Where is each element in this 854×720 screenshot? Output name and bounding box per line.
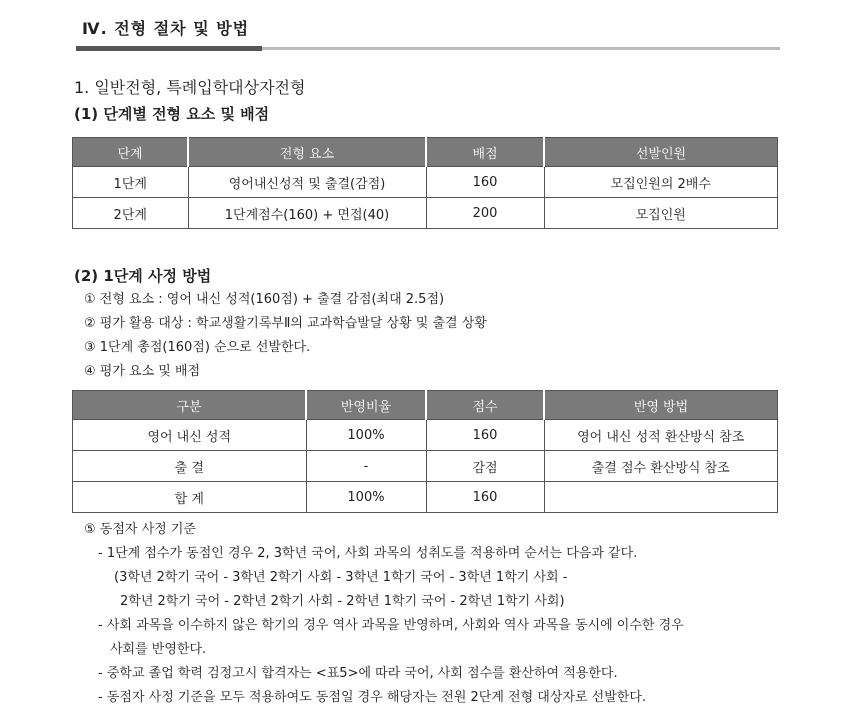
table-header: 선발인원	[544, 138, 778, 167]
table-cell: 160	[426, 420, 544, 451]
table-cell: 160	[426, 167, 544, 198]
table-cell: 200	[426, 198, 544, 229]
table-row	[73, 482, 778, 513]
method-list	[84, 288, 487, 384]
tiebreak-line: 사회를 반영한다.	[110, 642, 207, 657]
table-header-row	[73, 138, 778, 167]
score-table	[72, 390, 778, 513]
table-row	[73, 198, 778, 229]
table-cell: 모집인원	[544, 198, 778, 229]
table-cell: -	[306, 451, 426, 482]
list-item: ② 평가 활용 대상 : 학교생활기록부Ⅱ의 교과학습발달 상황 및 출결 상황	[84, 316, 487, 331]
table-cell: 출 결	[73, 451, 307, 482]
table-cell: 영어 내신 성적	[73, 420, 307, 451]
table-cell: 영어 내신 성적 환산방식 참조	[544, 420, 778, 451]
table-header: 전형 요소	[188, 138, 426, 167]
title-underline-dark	[76, 46, 262, 51]
table-cell: 100%	[306, 420, 426, 451]
table-cell: 모집인원의 2배수	[544, 167, 778, 198]
list-item: ④ 평가 요소 및 배점	[84, 364, 201, 379]
list-item: ③ 1단계 총점(160점) 순으로 선발한다.	[84, 340, 311, 355]
tiebreak-line: - 동점자 사정 기준을 모두 적용하여도 동점일 경우 해당자는 전원 2단계 전형 대상자로 선발한다.	[98, 690, 647, 705]
tiebreak-line: (3학년 2학기 국어 - 3학년 2학기 사회 - 3학년 1학기 국어 - 3학년 1학기 사회 -	[114, 570, 568, 585]
table-header: 반영비율	[306, 391, 426, 420]
section-title: Ⅳ. 전형 절차 및 방법	[82, 19, 250, 38]
table-cell	[544, 482, 778, 513]
table-cell: 100%	[306, 482, 426, 513]
table-header: 단계	[73, 138, 189, 167]
heading-admission-types: 1. 일반전형, 특례입학대상자전형	[74, 78, 306, 97]
table-cell: 1단계	[73, 167, 189, 198]
table-header-row	[73, 391, 778, 420]
table-header: 구분	[73, 391, 307, 420]
heading-stage-elements: (1) 단계별 전형 요소 및 배점	[74, 105, 270, 123]
tiebreak-line: - 1단계 점수가 동점인 경우 2, 3학년 국어, 사회 과목의 성취도를 적용하며 순서는 다음과 같다.	[98, 546, 638, 561]
table-row	[73, 420, 778, 451]
table-cell: 160	[426, 482, 544, 513]
table-cell: 1단계점수(160) + 면접(40)	[188, 198, 426, 229]
tiebreak-line: 2학년 2학기 국어 - 2학년 2학기 사회 - 2학년 1학기 국어 - 2학년 1학기 사회)	[120, 594, 565, 609]
heading-stage1-method: (2) 1단계 사정 방법	[74, 267, 212, 285]
tiebreak-line: - 중학교 졸업 학력 검정고시 합격자는 <표5>에 따라 국어, 사회 점수를 환산하여 적용한다.	[98, 666, 618, 681]
table-cell: 감점	[426, 451, 544, 482]
table-cell: 합 계	[73, 482, 307, 513]
tiebreak-line: - 사회 과목을 이수하지 않은 학기의 경우 역사 과목을 반영하며, 사회와 역사 과목을 동시에 이수한 경우	[98, 618, 684, 633]
list-item: ① 전형 요소 : 영어 내신 성적(160점) + 출결 감점(최대 2.5점)	[84, 292, 445, 307]
tiebreak-title: ⑤ 동점자 사정 기준	[84, 522, 196, 537]
tiebreak-section	[84, 518, 684, 710]
stage-table	[72, 137, 778, 229]
table-cell: 2단계	[73, 198, 189, 229]
table-cell: 출결 점수 환산방식 참조	[544, 451, 778, 482]
table-header: 반영 방법	[544, 391, 778, 420]
table-header: 배점	[426, 138, 544, 167]
title-underline-light	[262, 47, 780, 50]
table-header: 점수	[426, 391, 544, 420]
table-row	[73, 451, 778, 482]
table-cell: 영어내신성적 및 출결(감점)	[188, 167, 426, 198]
table-row	[73, 167, 778, 198]
